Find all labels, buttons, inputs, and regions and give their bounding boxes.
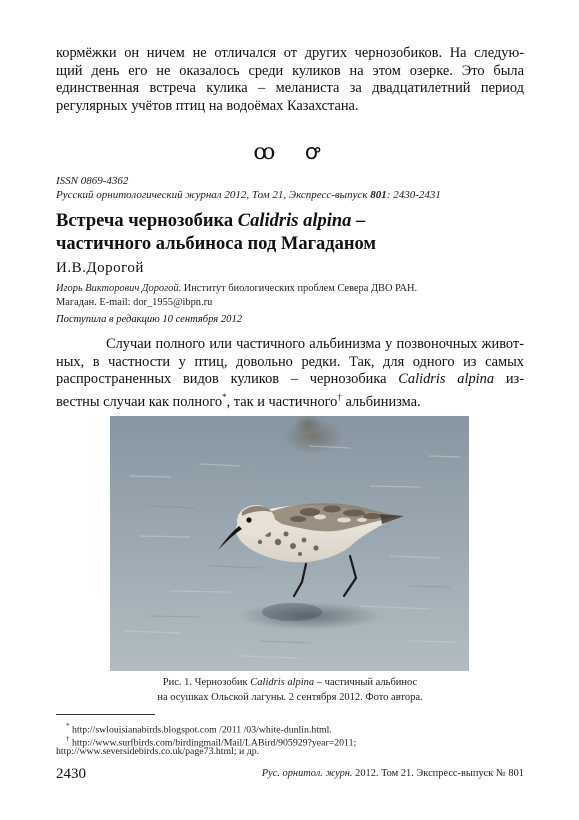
text-line: ных, в частности у птиц, довольно редки. Так, для одного из самых: [56, 353, 524, 370]
latin-name: Calidris alpina: [398, 371, 495, 388]
title-text: Встреча чернозобика: [56, 211, 238, 231]
text-run: альбинизма.: [341, 393, 421, 410]
text-line: единственная встреча кулика – меланиста за двадцатилетний период: [56, 80, 524, 97]
title-line-2: частичного альбиноса под Магаданом: [56, 234, 376, 254]
footnote-2-continued[interactable]: http://www.seversidebirds.co.uk/page73.html; и др.: [56, 746, 260, 757]
text-line: [56, 371, 524, 389]
page-number: 2430: [56, 766, 86, 782]
citation: [56, 188, 524, 202]
running-footer-issue: 2012. Том 21. Экспресс-выпуск № 801: [352, 768, 524, 779]
figure-photo: [110, 416, 469, 671]
text-run: из-: [494, 371, 525, 388]
author-name: И.В.Дорогой: [56, 260, 144, 276]
figure-caption: [56, 676, 524, 705]
section-ornament: [0, 136, 579, 166]
dunlin-photo-image: [110, 416, 469, 671]
footnote-divider: [56, 714, 155, 715]
affiliation-institute: . Институт биологических проблем Севера ДВО РАН.: [178, 283, 418, 294]
received-date: Поступила в редакцию 10 сентября 2012: [56, 314, 243, 325]
text-run: , так и частичного: [226, 393, 338, 410]
ornament-left-icon: ꝏ: [253, 139, 282, 164]
title-dash: –: [351, 211, 366, 231]
ornament-right-icon: ꝍ: [304, 139, 326, 164]
running-footer-journal: Рус. орнитол. журн.: [261, 768, 353, 779]
caption-latin-name: Calidris alpina: [250, 677, 315, 688]
article-title: [56, 210, 524, 256]
affiliation-full-name: Игорь Викторович Дорогой: [56, 283, 179, 294]
footnote-ref-1[interactable]: *: [222, 391, 227, 402]
text-line: регулярных учётов птиц на водоёмах Казахстана.: [56, 97, 359, 114]
footnote-mark: †: [66, 735, 70, 743]
affiliation-email-line: Магадан. E-mail: dor_1955@ibpn.ru: [56, 296, 213, 308]
body-paragraph: [56, 336, 524, 411]
title-line-1: [56, 210, 524, 233]
text-run: вестны случаи как полного: [56, 393, 223, 410]
caption-text: – частичный альбинос: [314, 677, 418, 688]
text-line: Случаи полного или частичного альбинизма у позвоночных живот-: [106, 336, 524, 352]
text-line: кормёжки он ничем не отличался от других чернозобиков. На следую-: [56, 45, 524, 61]
running-footer: [262, 768, 524, 779]
footnote-mark: *: [66, 722, 70, 730]
text-run: распространенных видов куликов – чернозобика: [56, 371, 399, 388]
footnote-url[interactable]: http://swlouisianabirds.blogspot.com /2011 /03/white-dunlin.html.: [69, 724, 332, 736]
caption-text: Рис. 1. Чернозобик: [162, 677, 251, 688]
caption-line-2: на осушках Ольской лагуны. 2 сентября 2012. Фото автора.: [157, 691, 423, 703]
issn: ISSN 0869-4362: [56, 175, 129, 187]
citation-issue: 801: [370, 189, 387, 201]
text-line: [56, 389, 524, 411]
caption-line-1: [56, 676, 524, 691]
footnote-url[interactable]: http://www.surfbirds.com/birdingmail/Mail/LABird/905929?year=2011;: [69, 737, 357, 749]
previous-article-paragraph: [56, 45, 524, 115]
footnote-ref-2[interactable]: †: [337, 391, 342, 402]
text-line: щий день его не оказалось среди куликов на этом озерке. Это была: [56, 62, 524, 79]
citation-prefix: Русский орнитологический журнал 2012, Том 21, Экспресс-выпуск: [56, 189, 371, 201]
citation-pages: : 2430-2431: [386, 189, 441, 201]
author-affiliation: [56, 282, 524, 309]
title-latin-name: Calidris alpina: [237, 211, 352, 231]
